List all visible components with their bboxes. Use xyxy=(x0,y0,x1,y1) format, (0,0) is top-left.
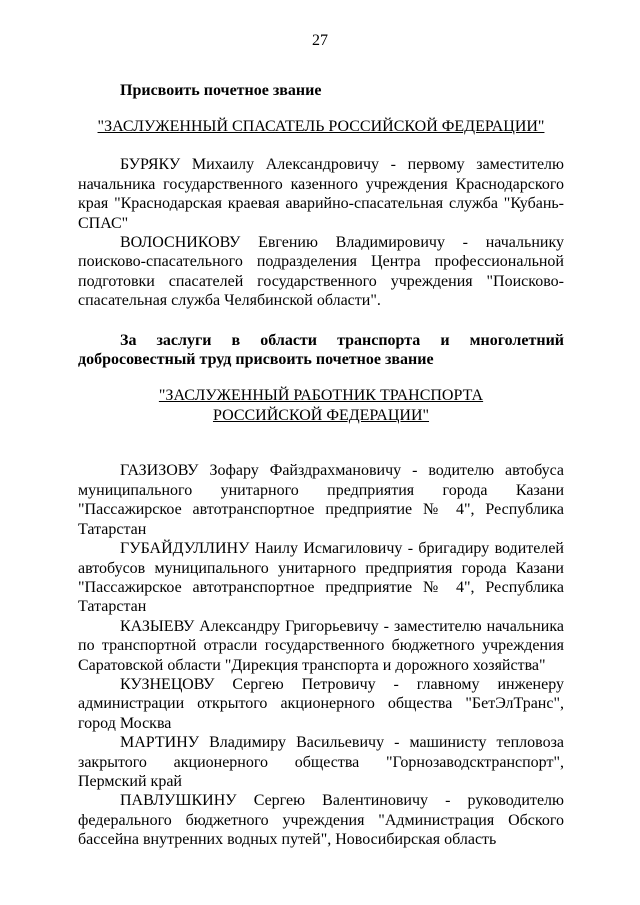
award-entry: КУЗНЕЦОВУ Сергею Петровичу - главному инженеру администрации открытого акционерного общества "БетЭлТранс", город Москва xyxy=(78,675,564,732)
section1-title: "ЗАСЛУЖЕННЫЙ СПАСАТЕЛЬ РОССИЙСКОЙ ФЕДЕРАЦИИ" xyxy=(97,118,545,136)
section2-title-line1: "ЗАСЛУЖЕННЫЙ РАБОТНИК ТРАНСПОРТА xyxy=(158,387,484,405)
section2-lead-line1: За заслуги в области транспорта и многолетний xyxy=(120,331,564,349)
section2-title-line2: РОССИЙСКОЙ ФЕДЕРАЦИИ" xyxy=(212,407,430,425)
award-entry: ГАЗИЗОВУ Зофару Файздрахмановичу - водителю автобуса муниципального унитарного предприятия города Казани "Пассажирское автотранспортное предприятие № 4", Республика Татарстан xyxy=(78,462,564,538)
page-content xyxy=(78,81,564,850)
section1-entries xyxy=(78,155,564,310)
section2-lead xyxy=(78,331,564,370)
award-entry: ПАВЛУШКИНУ Сергею Валентиновичу - руководителю федерального бюджетного учреждения "Администрация Обского бассейна внутренних водных путей", Новосибирская область xyxy=(78,792,564,849)
award-entry: ГУБАЙДУЛЛИНУ Наилу Исмагиловичу - бригадиру водителей автобусов муниципального унитарного предприятия города Казани "Пассажирское автотранспортное предприятие № 4", Республика Татарстан xyxy=(78,540,564,616)
section2-title xyxy=(78,386,564,426)
page-number: 27 xyxy=(312,32,328,49)
award-entry: ВОЛОСНИКОВУ Евгению Владимировичу - начальнику поисково-спасательного подразделения Центра профессиональной подготовки спасателей государственного учреждения "Поисково-спасательная служба Челябинской области". xyxy=(78,234,564,310)
section1-lead: Присвоить почетное звание xyxy=(120,82,322,99)
section2-lead-line2: добросовестный труд присвоить почетное звание xyxy=(78,351,434,369)
award-entry: БУРЯКУ Михаилу Александровичу - первому заместителю начальника государственного казенного учреждения Краснодарского края "Краснодарская краевая аварийно-спасательная служба "Кубань-СПАС" xyxy=(78,156,564,232)
award-entry: КАЗЫЕВУ Александру Григорьевичу - заместителю начальника по транспортной отрасли государственного бюджетного учреждения Саратовской области "Дирекция транспорта и дорожного хозяйства" xyxy=(78,617,564,674)
award-entry: МАРТИНУ Владимиру Васильевичу - машинисту тепловоза закрытого акционерного общества "Горнозаводсктранспорт", Пермский край xyxy=(78,734,564,790)
section2-entries xyxy=(78,461,564,849)
